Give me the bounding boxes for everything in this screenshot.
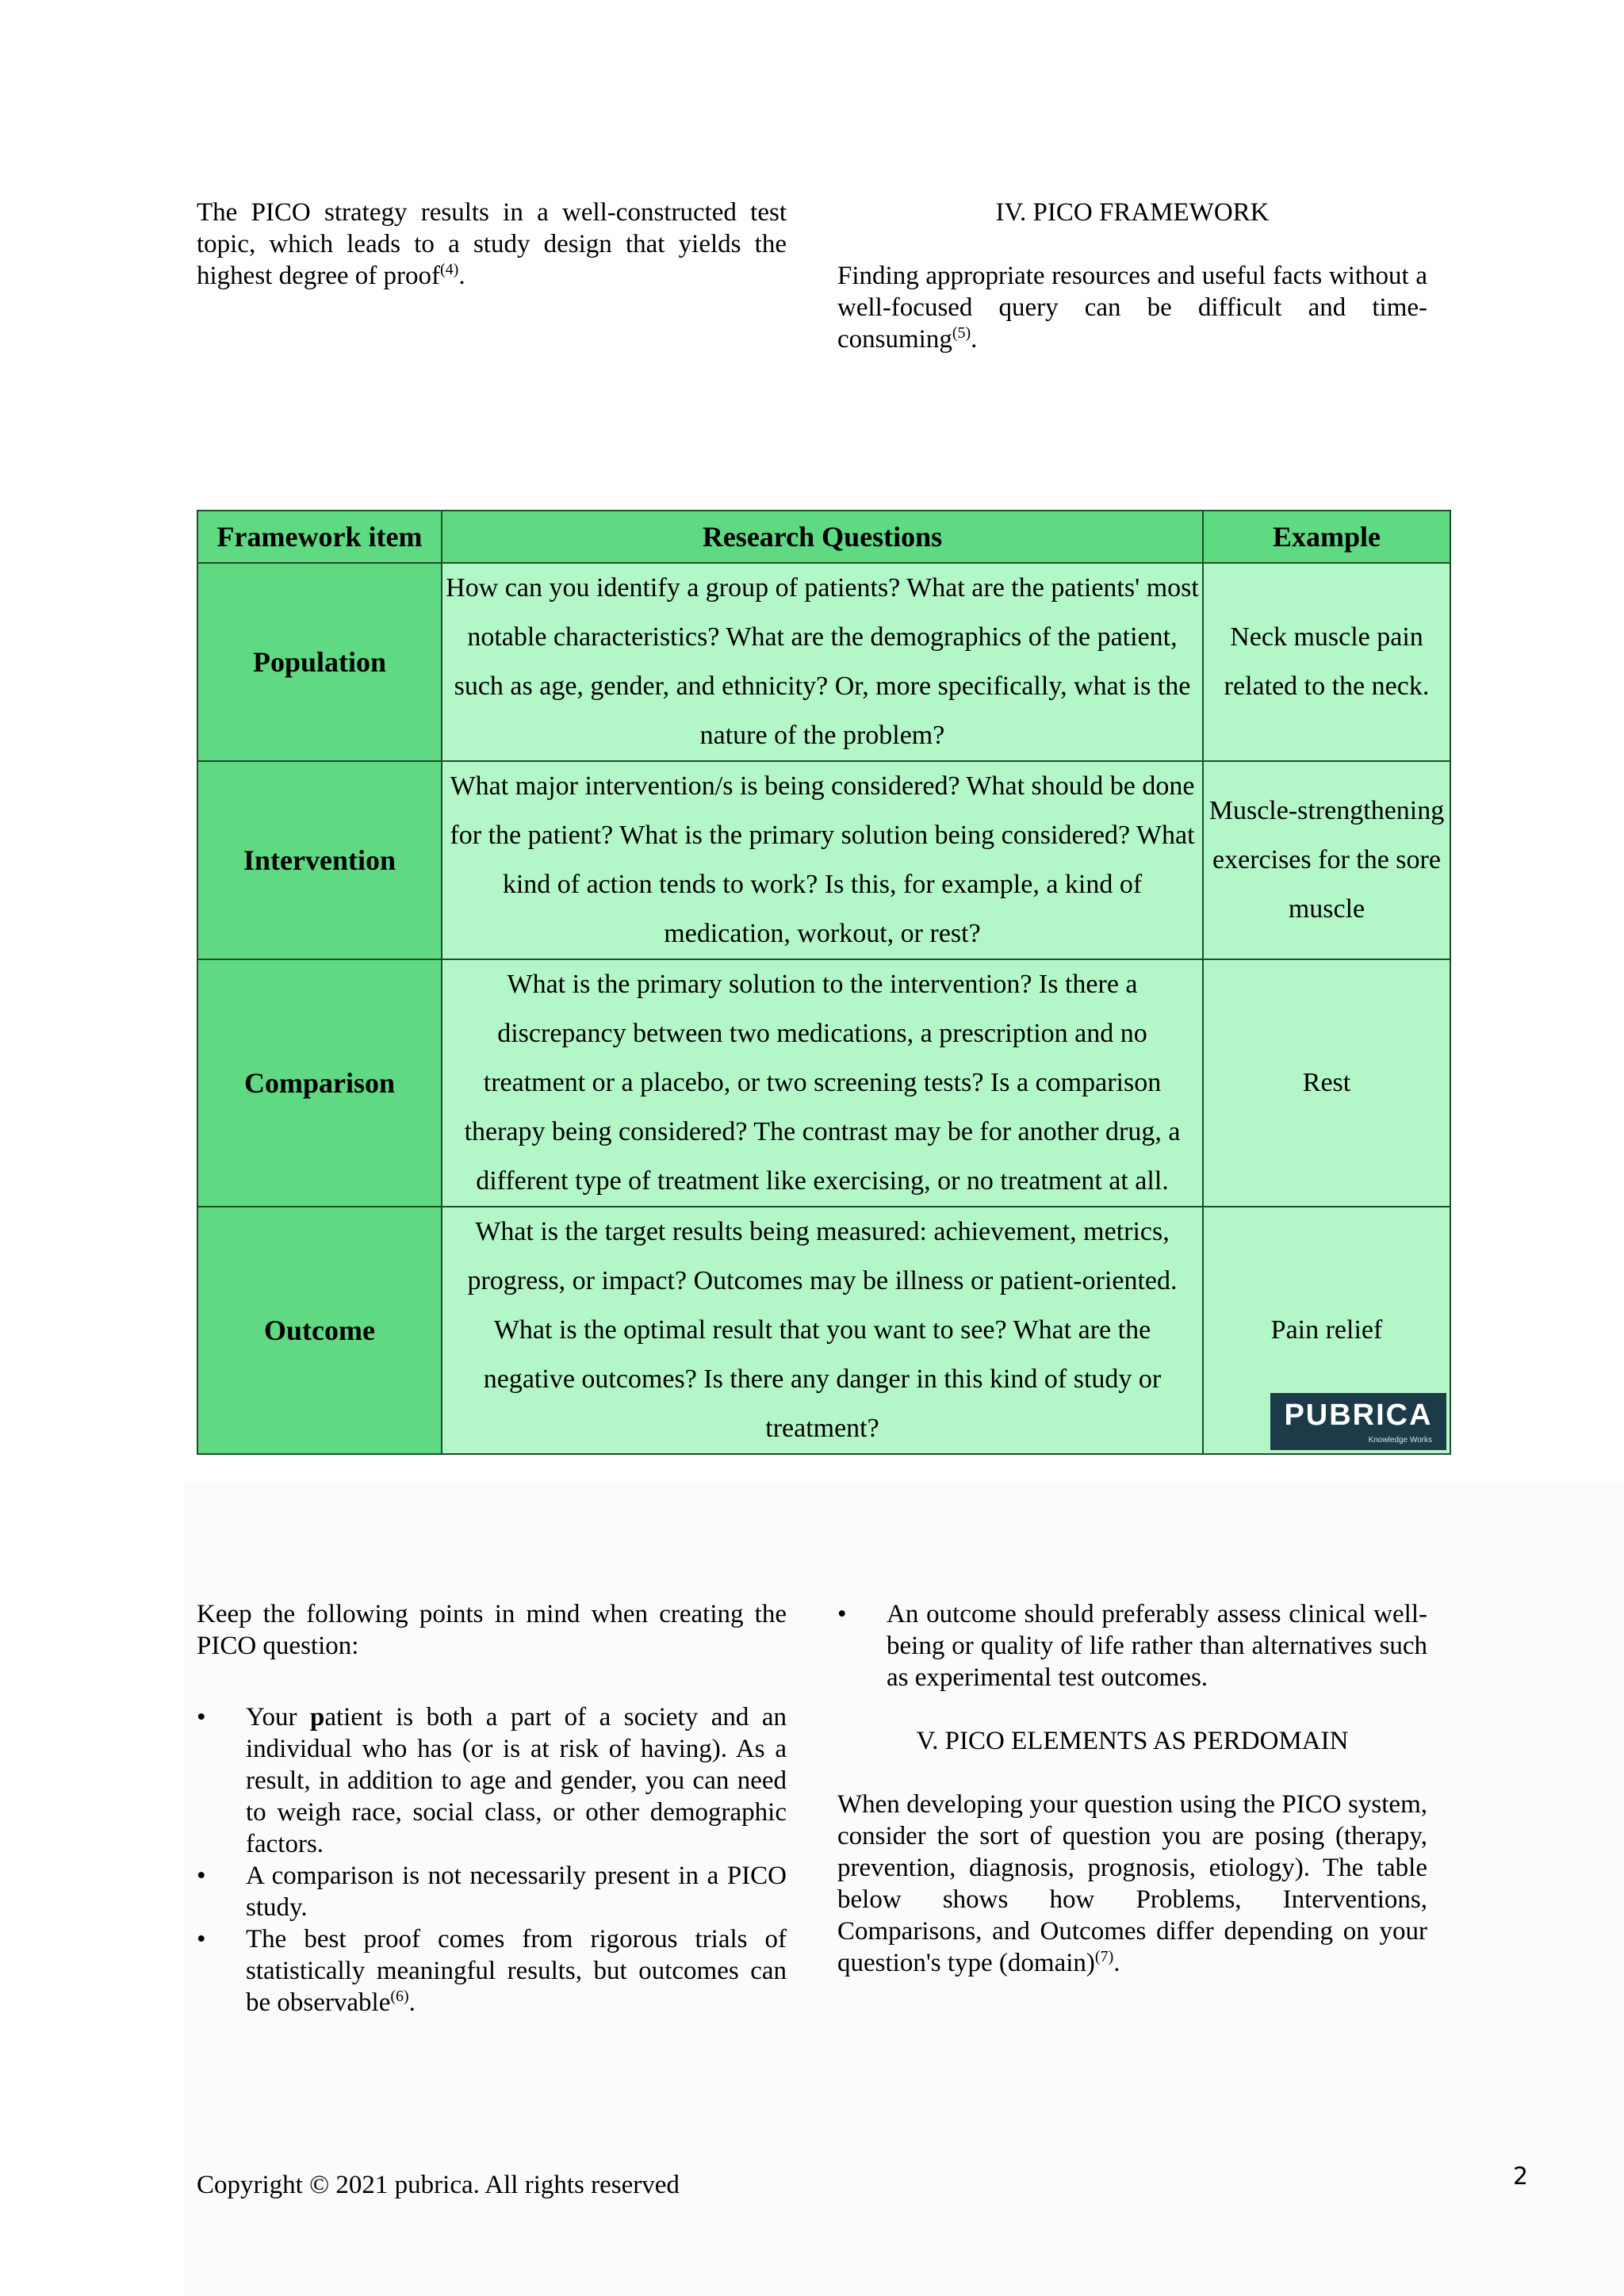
page-number: 2 bbox=[1513, 2163, 1529, 2191]
item-intervention: Intervention bbox=[197, 761, 442, 959]
table-header-row bbox=[197, 511, 1450, 563]
points-column bbox=[197, 1598, 787, 2019]
list-item bbox=[197, 1701, 787, 1860]
bullet-3-text: The best proof comes from rigorous trials of statistically meaningful results, but outcomes can be observable bbox=[246, 1925, 787, 2017]
table-row-intervention bbox=[197, 761, 1450, 959]
list-item bbox=[197, 1923, 787, 2019]
points-list bbox=[197, 1701, 787, 2019]
example-population: Neck muscle pain related to the neck. bbox=[1203, 563, 1450, 761]
section-v-heading: V. PICO ELEMENTS AS PERDOMAIN bbox=[916, 1727, 1349, 1755]
header-framework-item: Framework item bbox=[197, 511, 442, 563]
intro-text: The PICO strategy results in a well-constructed test topic, which leads to a study design that yields the highest degree of proof bbox=[197, 198, 787, 290]
intro-period: . bbox=[458, 262, 465, 290]
section-iv-text: Finding appropriate resources and useful facts without a well-focused query can be difficult and time-consuming bbox=[837, 262, 1427, 354]
outcome-bullet-text: An outcome should preferably assess clinical well-being or quality of life rather than alternatives such as experimental test outcomes. bbox=[887, 1600, 1427, 1692]
table-row-outcome bbox=[197, 1207, 1450, 1454]
citation-4: (4) bbox=[439, 261, 459, 278]
citation-6: (6) bbox=[390, 1988, 409, 2005]
bullet-1-post: atient is both a part of a society and an individual who has (or is at risk of having). As a result, in addition to age and gender, you can need to weigh race, social class, or other demographic factors. bbox=[246, 1703, 787, 1858]
header-research-questions: Research Questions bbox=[442, 511, 1203, 563]
example-intervention: Muscle-strengthening exercises for the sore muscle bbox=[1203, 761, 1450, 959]
table-row-population bbox=[197, 563, 1450, 761]
points-intro: Keep the following points in mind when creating the PICO question: bbox=[197, 1600, 787, 1660]
copyright-footer: Copyright © 2021 pubrica. All rights reserved bbox=[197, 2171, 680, 2199]
example-comparison: Rest bbox=[1203, 959, 1450, 1207]
list-item bbox=[837, 1598, 1427, 1693]
bullet-2-text: A comparison is not necessarily present in a PICO study. bbox=[246, 1862, 787, 1922]
list-item bbox=[197, 1860, 787, 1923]
section-v-column bbox=[837, 1598, 1427, 1979]
item-outcome: Outcome bbox=[197, 1207, 442, 1454]
question-population: How can you identify a group of patients? What are the patients' most notable characteristics? What are the demographics of the patient, such as age, gender, and ethnicity? Or, more specifically, what is the nature of the problem? bbox=[442, 563, 1203, 761]
section-v-period: . bbox=[1113, 1949, 1120, 1977]
question-intervention: What major intervention/s is being considered? What should be done for the patient? What is the primary solution being considered? What kind of action tends to work? Is this, for example, a kind of medication, workout, or rest? bbox=[442, 761, 1203, 959]
logo-text: PUBRICA bbox=[1284, 1399, 1433, 1432]
table-row-comparison bbox=[197, 959, 1450, 1207]
intro-paragraph bbox=[197, 197, 787, 292]
section-iv-heading: IV. PICO FRAMEWORK bbox=[995, 198, 1270, 227]
bullet-1-bold: p bbox=[310, 1703, 325, 1732]
example-outcome-cell bbox=[1203, 1207, 1450, 1454]
pubrica-logo bbox=[1270, 1393, 1446, 1450]
pico-framework-table bbox=[197, 510, 1450, 1445]
item-comparison: Comparison bbox=[197, 959, 442, 1207]
item-population: Population bbox=[197, 563, 442, 761]
example-outcome-wrap bbox=[1207, 1207, 1446, 1453]
logo-tagline: Knowledge Works bbox=[1368, 1436, 1432, 1445]
bullet-1-pre: Your bbox=[246, 1703, 310, 1732]
section-v-text: When developing your question using the PICO system, consider the sort of question you are posing (therapy, prevention, diagnosis, prognosis, etiology). The table below shows how Problems, Interventions, Comparisons, and Outcomes differ depending on your question's type (domain) bbox=[837, 1790, 1427, 1977]
section-iv bbox=[837, 197, 1427, 355]
question-outcome: What is the target results being measured: achievement, metrics, progress, or impact? Outcomes may be illness or patient-oriented. What is the optimal result that you want to see? What are the negative outcomes? Is there any danger in this kind of study or treatment? bbox=[442, 1207, 1203, 1454]
outcome-list bbox=[837, 1598, 1427, 1693]
header-example: Example bbox=[1203, 511, 1450, 563]
citation-7: (7) bbox=[1094, 1948, 1114, 1965]
section-iv-period: . bbox=[971, 325, 978, 354]
bullet-3-period: . bbox=[408, 1988, 416, 2017]
question-comparison: What is the primary solution to the intervention? Is there a discrepancy between two medications, a prescription and no treatment or a placebo, or two screening tests? Is a comparison therapy being considered? The contrast may be for another drug, a different type of treatment like exercising, or no treatment at all. bbox=[442, 959, 1203, 1207]
citation-5: (5) bbox=[952, 324, 971, 342]
example-outcome: Pain relief bbox=[1270, 1315, 1383, 1345]
